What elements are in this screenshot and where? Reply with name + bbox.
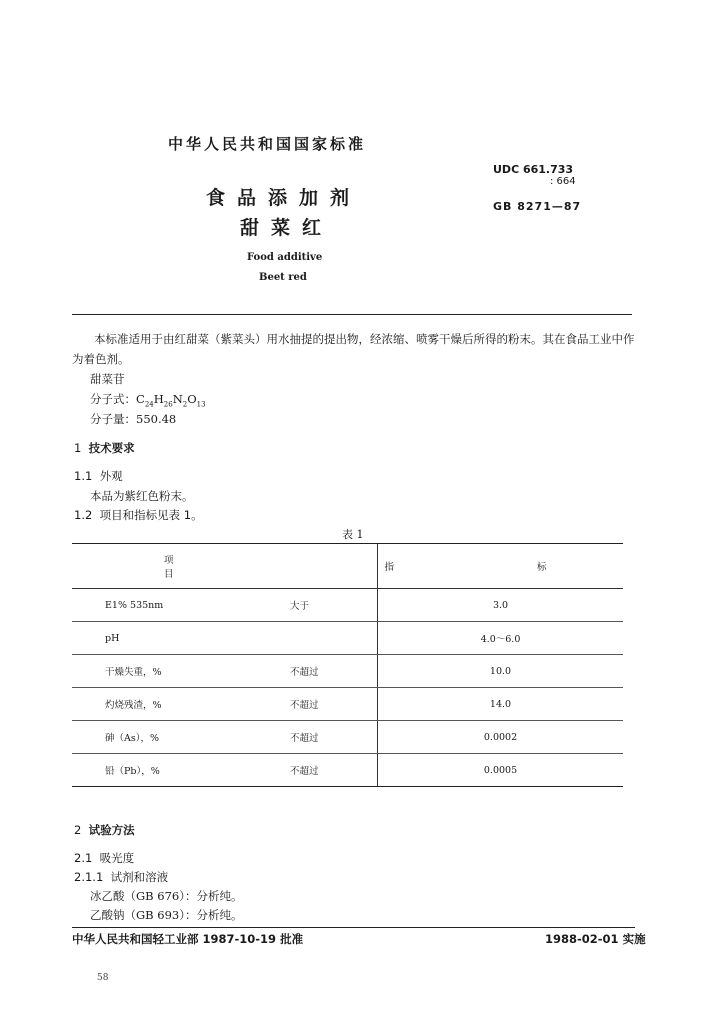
row-value: 4.0～6.0 [378,622,624,655]
document-subtitle: 甜菜红 [240,217,334,239]
section-2-1-title: 吸光度 [99,851,135,865]
row-value: 3.0 [378,589,624,622]
header-value: 指 标 [378,544,624,589]
row-item: 铅（Pb），% [72,754,290,787]
section-1-number: 1 [74,441,82,455]
section-1-1-number: 1.1 [74,469,93,483]
section-1-2-heading [74,507,203,523]
formula-h: H [153,392,164,406]
table-row [72,688,623,721]
udc-code: UDC 661.733 [493,163,574,176]
issuing-organization: 中华人民共和国国家标准 [168,135,367,153]
compound-name: 甜菜苷 [90,372,125,386]
document-title-english: Food additive [247,252,323,263]
row-item: 干燥失重，% [72,655,290,688]
implementation-date: 1988-02-01 实施 [545,932,646,946]
formula-label: 分子式： [90,392,136,406]
row-condition: 大于 [290,589,378,622]
row-condition [290,622,378,655]
appearance-text: 本品为紫红色粉末。 [90,489,194,503]
formula-c: C [136,392,145,406]
specification-table [72,543,623,787]
row-item: E1% 535nm [72,589,290,622]
formula-c-count: 24 [144,400,154,409]
table-row [72,754,623,787]
section-1-1-heading [74,468,123,484]
section-2-title: 试验方法 [88,823,135,837]
section-1-1-title: 外观 [99,469,123,483]
reagent-sodium-acetate: 乙酸钠（GB 693）：分析纯。 [90,908,243,922]
row-item: pH [72,622,290,655]
section-2-1-1-heading [74,869,168,885]
section-2-number: 2 [74,823,82,837]
section-2-1-1-title: 试剂和溶液 [110,870,169,884]
row-condition: 不超过 [290,655,378,688]
table-caption: 表 1 [342,528,364,541]
scope-paragraph: 本标准适用于由红甜菜（紫菜头）用水抽提的提出物，经浓缩、喷雾干燥后所得的粉末。其在食品工业中作为着色剂。 [72,332,635,366]
approval-statement: 中华人民共和国轻工业部 1987-10-19 批准 [72,932,304,946]
table-row [72,622,623,655]
section-2-1-heading [74,850,134,866]
formula-n: N [172,392,183,406]
section-1-2-number: 1.2 [74,508,93,522]
row-value: 10.0 [378,655,624,688]
formula-o: O [187,392,197,406]
row-value: 14.0 [378,688,624,721]
row-condition: 不超过 [290,754,378,787]
row-item: 砷（As），% [72,721,290,754]
formula-n-count: 2 [182,400,188,409]
section-2-heading [74,822,135,838]
row-value: 0.0002 [378,721,624,754]
document-subtitle-english: Beet red [259,272,307,283]
gb-standard-code: GB 8271—87 [493,200,582,213]
formula-h-count: 26 [163,400,173,409]
udc-code-continued: : 664 [550,176,576,187]
section-1-title: 技术要求 [88,441,135,455]
page-number: 58 [97,973,109,983]
molecular-weight [90,409,176,429]
row-condition: 不超过 [290,688,378,721]
table-row [72,589,623,622]
section-2-1-number: 2.1 [74,851,93,865]
header-divider [72,314,632,315]
reagent-acetic-acid: 冰乙酸（GB 676）：分析纯。 [90,889,243,903]
section-1-2-text: 项目和指标见表 1。 [99,508,203,522]
table-header-row [72,544,623,589]
section-1-heading [74,440,135,456]
row-value: 0.0005 [378,754,624,787]
header-item: 项 目 [72,544,378,589]
row-condition: 不超过 [290,721,378,754]
formula-o-count: 13 [196,400,206,409]
row-item: 灼烧残渣，% [72,688,290,721]
section-2-1-1-number: 2.1.1 [74,870,104,884]
mw-value: 550.48 [136,412,177,426]
document-title: 食品添加剂 [206,187,362,209]
mw-label: 分子量： [90,412,136,426]
table-row [72,721,623,754]
footer-divider [72,927,635,928]
table-row [72,655,623,688]
